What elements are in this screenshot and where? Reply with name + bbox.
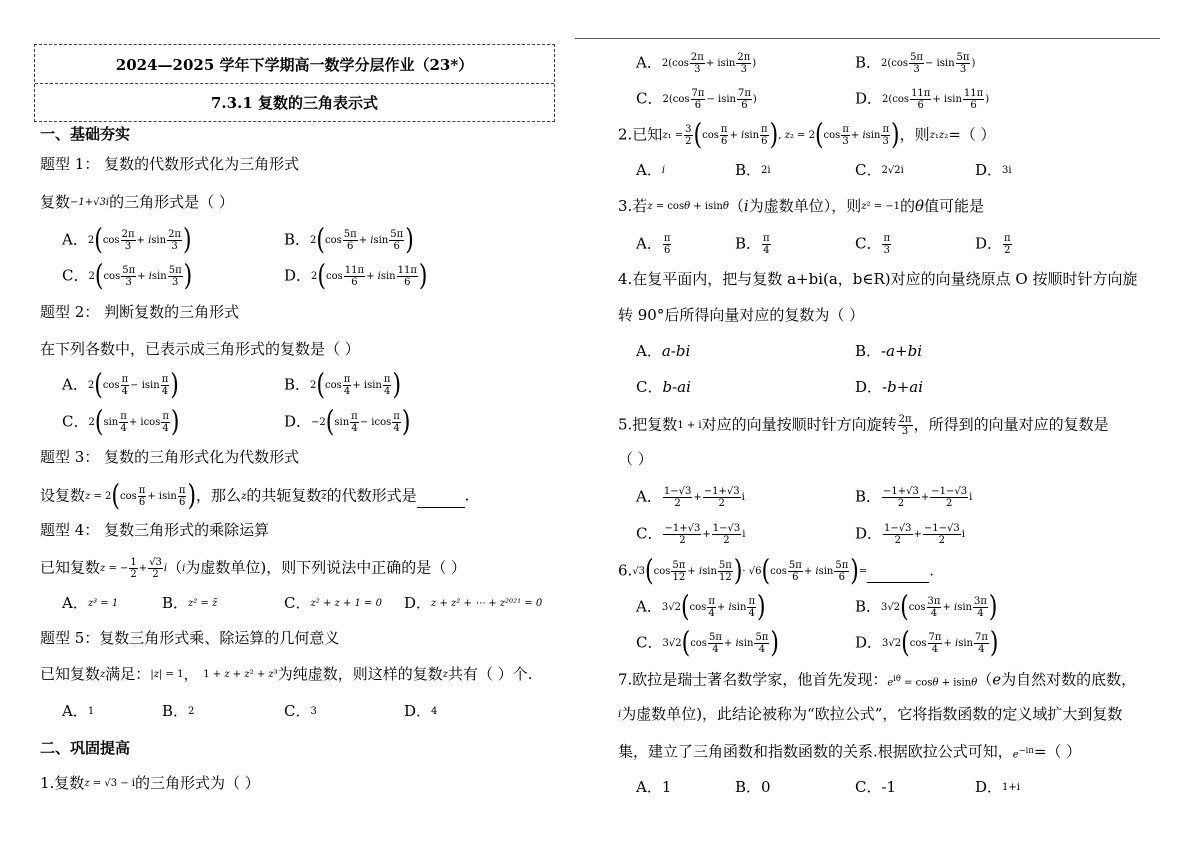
t2-option-a: A．2(cos $\frac{\pi}{4}$ − isin $\frac{\pi}{4}$ ) [62,368,179,402]
type1-title: 题型 1： 复数的代数形式化为三角形式 [40,155,300,173]
q7-option-b: B．0 [735,778,771,796]
q6-option-a: A．3√2(cos $\frac{\pi}{4}$ + isin $\frac{\pi}{4}$ ) [636,590,766,624]
q2-option-d: D．3i [975,161,1012,179]
t1-option-d: D．2(cos $\frac{11\pi}{6}$ + isin $\frac{11\pi}{6}$ ) [284,259,428,293]
q1-option-b: B．2(cos $\frac{5\pi}{3}$ − isin $\frac{5\pi}{3}$ ) [855,52,976,75]
type4-stem: 已知复数z = − $\frac{1}{2}$ + $\frac{√3}{2}$ i（i为虚数单位)，则下列说法中正确的是（ ） [40,557,466,580]
q1-stem: 1.复数z = √3 − i的三角形式为（ ） [40,774,260,792]
q2-option-b: B．2i [735,161,771,179]
q2-option-a: A．i [636,161,666,179]
q7-line1: 7.欧拉是瑞士著名数学家，他首先发现：$e^{i\theta} = \cos\theta + isin\theta(e$为自然对数的底数， [618,670,1137,689]
q4-line2: 转 90°后所得向量对应的复数为（ ） [618,306,865,324]
q5-option-a: A． $\frac{1-√3}{2}$ + $\frac{-1+√3}{2}$ i [636,486,745,509]
section-basic: 一、基础夯实 [40,125,131,143]
q4-option-c: C．b-ai [636,378,691,396]
q6-option-d: D．3√2(cos $\frac{7\pi}{4}$ + isin $\frac{7\pi}{4}$ ) [855,626,999,660]
section-improve: 二、巩固提高 [40,739,131,757]
q3-option-c: C． $\frac{\pi}{3}$ [855,233,891,256]
t2-option-c: C．2(sin $\frac{\pi}{4}$ + icos $\frac{\pi}{4}$ ) [62,405,180,439]
q4-option-a: A．a-bi [636,342,691,360]
q1-option-a: A．2(cos $\frac{2\pi}{3}$ + isin $\frac{2\pi}{3}$ ) [636,52,757,75]
type5-title: 题型 5：复数三角形式乘、除运算的几何意义 [40,629,340,647]
q6-stem: 6.√3(cos $\frac{5\pi}{12}$ + isin $\frac{5\pi}{12}$ )· √6(cos $\frac{5\pi}{6}$ + isin $\frac{5\pi}{6}$ )= . [618,554,935,588]
q1-option-c: C．2(cos $\frac{7\pi}{6}$ − isin $\frac{7\pi}{6}$ ) [636,88,757,111]
answer-blank [867,568,929,583]
lesson-title: 7.3.1 复数的三角表示式 [211,94,378,112]
t1-option-a: A．2(cos $\frac{2\pi}{3}$ + isin $\frac{2\pi}{3}$ ) [62,223,192,257]
q4-option-d: D．-b+ai [855,378,924,396]
q5-stem: 5.把复数1 + i对应的向量按顺时针方向旋转 $\frac{2\pi}{3}$ ，所得到的向量对应的复数是 [618,414,1109,437]
q7-line3: 集，建立了三角函数和指数函数的关系.根据欧拉公式可知，$e^{-i\pi}=$（ ） [618,742,1082,761]
q7-option-a: A．1 [636,778,672,796]
t2-option-b: B．2(cos $\frac{\pi}{4}$ + isin $\frac{\pi}{4}$ ) [284,368,402,402]
type4-title: 题型 4： 复数三角形式的乘除运算 [40,521,270,539]
t4-option-c: C．z² + z + 1 = 0 [284,594,382,612]
t4-option-a: A．z³ = 1 [62,594,119,612]
q5-option-d: D． $\frac{1-√3}{2}$ + $\frac{-1-√3}{2}$ i [855,523,965,546]
q5-paren: （ ） [618,450,653,468]
q3-option-d: D． $\frac{\pi}{2}$ [975,233,1011,256]
type1-stem: 复数−1+√3i的三角形式是（ ） [40,193,234,211]
t5-option-a: A．1 [62,702,95,720]
t5-option-b: B．2 [162,702,195,720]
header-box [34,44,555,122]
t1-option-c: C．2(cos $\frac{5\pi}{3}$ + isin $\frac{5\pi}{3}$ ) [62,259,193,293]
t5-option-c: C．3 [284,702,317,720]
t5-option-d: D．4 [404,702,438,720]
q7-line2: i为虚数单位)，此结论被称为“欧拉公式”，它将指数函数的定义域扩大到复数 [618,705,1123,723]
q3-stem: 3.若z = cosθ + isinθ（i为虚数单位），则z² = −1的θ值可能是 [618,197,985,215]
q1-option-d: D．2(cos $\frac{11\pi}{6}$ + isin $\frac{11\pi}{6}$ ) [855,88,990,111]
q7-option-d: D．1+i [975,778,1020,796]
q7-option-c: C．-1 [855,778,897,796]
q5-option-b: B． $\frac{-1+√3}{2}$ + $\frac{-1-√3}{2}$ i [855,486,973,509]
type3-title: 题型 3： 复数的三角形式化为代数形式 [40,448,300,466]
t1-option-b: B．2(cos $\frac{5\pi}{6}$ + isin $\frac{5\pi}{6}$ ) [284,223,414,257]
type2-title: 题型 2： 判断复数的三角形式 [40,303,240,321]
q6-option-c: C．3√2(cos $\frac{5\pi}{4}$ + isin $\frac{5\pi}{4}$ ) [636,626,779,660]
top-rule [575,38,1160,39]
q3-option-b: B． $\frac{\pi}{4}$ [735,233,770,256]
q6-option-b: B．3√2(cos $\frac{3\pi}{4}$ + isin $\frac{3\pi}{4}$ ) [855,590,998,624]
t4-option-b: B．z² = z̄ [162,594,218,612]
q2-stem: 2.已知z₁ = $\frac{3}{2}$ (cos $\frac{\pi}{6}$ + isin $\frac{\pi}{6}$ ), z₂ = 2(cos $\frac{\pi}{3}$ + isin $\frac{\pi}{3}$ )，则z₁z₂=（ ） [618,118,996,152]
q5-option-c: C． $\frac{-1+√3}{2}$ + $\frac{1-√3}{2}$ i [636,523,746,546]
type2-stem: 在下列各数中，已表示成三角形式的复数是（ ） [40,340,360,358]
type5-stem: 已知复数z满足：|z| = 1， 1 + z + z² + z³为纯虚数，则这样的复数z共有（ ）个. [40,665,533,683]
worksheet-title: 2024—2025 学年下学期高一数学分层作业（23*） [35,45,554,84]
t4-option-d: D．z + z² + ⋯ + z²⁰²¹ = 0 [404,594,543,612]
q2-option-c: C．2√2i [855,161,904,179]
type3-stem: 设复数z = 2(cos $\frac{\pi}{6}$ + isin $\frac{\pi}{6}$ )，那么z的共轭复数$\overline{z}$的代数形式是 . [40,479,470,513]
t2-option-d: D．−2(sin $\frac{\pi}{4}$ − icos $\frac{\pi}{4}$ ) [284,405,411,439]
answer-blank [417,493,465,508]
q4-line1: 4.在复平面内，把与复数 a+bi(a，b∈R)对应的向量绕原点 O 按顺时针方向旋 [618,270,1138,288]
q4-option-b: B．-a+bi [855,342,923,360]
q3-option-a: A． $\frac{\pi}{6}$ [636,233,671,256]
